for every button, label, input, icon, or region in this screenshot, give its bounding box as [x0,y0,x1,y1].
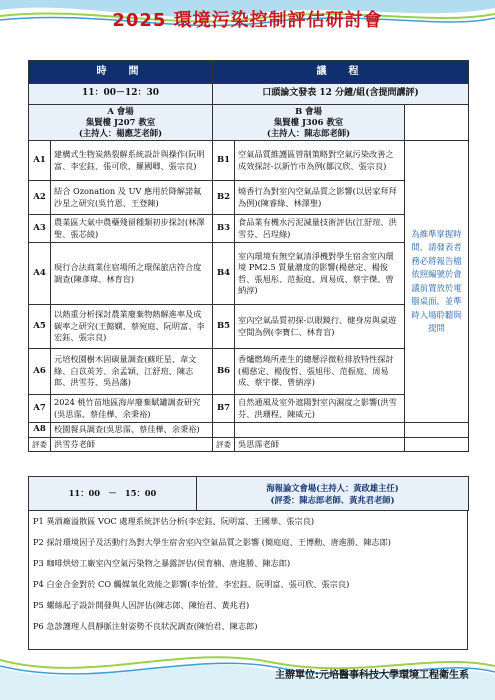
list-item: P4 白金合金對於 CO 觸媒氧化效能之影響(李怡萱、李宏鈺、阮明富、張可欣、張宗良) [33,579,350,589]
poster-list [28,510,468,650]
paper-title: 現行合法商業住宿場所之環保旅店符合度調查(陳彥瑋、林育盲) [51,243,213,305]
paper-title: 結合 Ozonation 及 UV 應用於降解諾氟沙星之研究(吳竹恩、王登陳) [51,181,213,215]
room-row [29,105,469,141]
room-b-host: (主持人：陳志郎老師) [266,128,351,138]
paper-code: A2 [29,181,51,215]
list-item: P2 探討環境因子及活動行為對大學生宿舍室內空氣品質之影響 (簡庭庭、王博勳、唐進勝、陳志郎) [33,537,392,547]
poster-session-title: 海報論文會場(主持人：黃政雄主任) [266,482,399,493]
paper-title: 校園餐具調查(吳思霈、蔡佳樺、余秉裕) [51,423,213,438]
table-header [29,61,469,84]
paper-code: B7 [213,395,235,423]
note-blank [405,437,469,452]
poster-header [197,477,469,511]
bottom-wave-decoration [0,630,495,700]
table-row [29,141,469,181]
paper-title: 建構式生物炭熱裂解系統設計與操作(阮明富、李宏鈺、張可欣、羅國卿、張宗良) [51,141,213,181]
poster-session-table [28,476,469,511]
room-b-name: B 會場 [295,106,322,116]
comment-label-a: 評委 [29,437,51,452]
paper-title: 燒香行為對室內空氣品質之影響(以居家拜拜為例)(陳睿綠、林澤聖) [235,181,405,215]
paper-code: B5 [213,305,235,349]
paper-title: 農業區大氣中農藥殘留種類初步探討(林澤聖、張芯綾) [51,215,213,243]
paper-code: B6 [213,349,235,395]
note-bottom-blank [405,423,469,438]
paper-code: A1 [29,141,51,181]
paper-title: 以熱重分析探討農業廢棄物熱解進率及成碳率之研究(王懿嫻、蔡宛庭、阮明富、李宏鈺、張宗良) [51,305,213,349]
note-top-blank [405,105,469,141]
paper-title: 空氣品質維護區管制策略對空氣污染改善之成效探討-以新竹市為例(鄒汶欣、張宗良) [235,141,405,181]
room-a-host: (主持人：楊應芝老師) [78,128,163,138]
presenter-note [405,141,469,423]
paper-code: A6 [29,349,51,395]
paper-title: 室內空氣品質初探-以眼鏡行、健身房與桌遊空間為例(李寶仁、林育盲) [235,305,405,349]
page-title: 2025 環境污染控制評估研討會 [112,10,383,31]
room-a-name: A 會場 [107,106,134,116]
paper-title: 2024 桃竹苗地區海岸廢棄賦罐調查研究(吳思霈、蔡佳樺、余秉裕) [51,395,213,423]
oral-slot-row [29,84,469,105]
paper-code: B1 [213,141,235,181]
paper-code: B2 [213,181,235,215]
paper-title: 香爐燃燒所產生的總懸浮微粒排放特性探討(楊慈定、楊俊哲、張旭彤、范振庭、周易成、蔡宇傑、曾納淳) [235,349,405,395]
comment-row [29,437,469,452]
paper-title: 食品業有機水污泥減量技術評估(江舒瑄、洪雪芬、呂珵綠) [235,215,405,243]
room-a-location: 集賢樓 J207 教室 [85,117,156,127]
room-b-location: 集賢樓 J306 教室 [273,117,344,127]
list-item: P5 螺絲起子設計開發與人因評估(陳志郎、陳怡君、黃兆君) [33,600,250,610]
paper-code: A3 [29,215,51,243]
comment-name-b: 吳思霈老師 [235,437,405,452]
paper-code [213,423,235,438]
list-item: P1 異酒廠溢散區 VOC 處理系統評估分析(李宏鈺、阮明富、王國華、張宗良) [33,516,315,526]
header-time: 時 間 [29,61,213,84]
paper-title: 自然通風及室外遮陽對室內濕度之影響(洪雪芬、洪珊程、陳威元) [235,395,405,423]
table-row [29,349,469,395]
list-item: P3 咖啡烘焙工廠室內空氣污染物之暴露評估(侯育楠、唐進勝、陳志郎) [33,558,291,568]
table-row [29,395,469,423]
paper-title: 元培校園樹木固碳量調查(蘇旺星、韋文綠、白苡英芳、余孟穎、江舒瑄、陳志郎、洪雪芬、吳昌藩) [51,349,213,395]
poster-slot-row [29,477,469,511]
oral-title: 口頭論文發表 12 分鐘/組(含提問講評) [213,84,469,105]
paper-code: A5 [29,305,51,349]
table-row [29,305,469,349]
organizer-footer: 主辦單位:元培醫事科技大學環境工程衛生系 [275,670,469,681]
poster-time: 11：00 － 15：00 [29,477,197,511]
room-b [213,105,405,141]
comment-label-b: 評委 [213,437,235,452]
list-item: P6 急診護理人員靜脈注射姿勢不良狀況調查(陳怡君、陳志郎) [33,621,258,631]
paper-code: B3 [213,215,235,243]
paper-code: A7 [29,395,51,423]
poster-judges: (評委：陳志郎老師、黃兆君老師) [270,494,395,505]
paper-title [235,423,405,438]
room-a [29,105,213,141]
paper-title: 室內環境有無空氣清淨機對學生宿舍室內環境 PM2.5 質量濃度的影響(楊慈定、楊俊哲、張旭彤、范振庭、周易成、蔡宇傑、曾納淳) [235,243,405,305]
comment-name-a: 洪雪芬老師 [51,437,213,452]
oral-session-table [28,60,469,452]
oral-time: 11：00－12：30 [29,84,213,105]
table-row [29,243,469,305]
header-agenda: 議 程 [213,61,469,84]
table-row [29,181,469,215]
paper-code: A8 [29,423,51,438]
paper-code: B4 [213,243,235,305]
table-row [29,423,469,438]
paper-code: A4 [29,243,51,305]
note-text: 為維準掌握時間，請發表者務必將報告檔依照編號於會議前置放於電腦桌面，並準時入場聆聽與提問 [411,228,462,333]
table-row [29,215,469,243]
